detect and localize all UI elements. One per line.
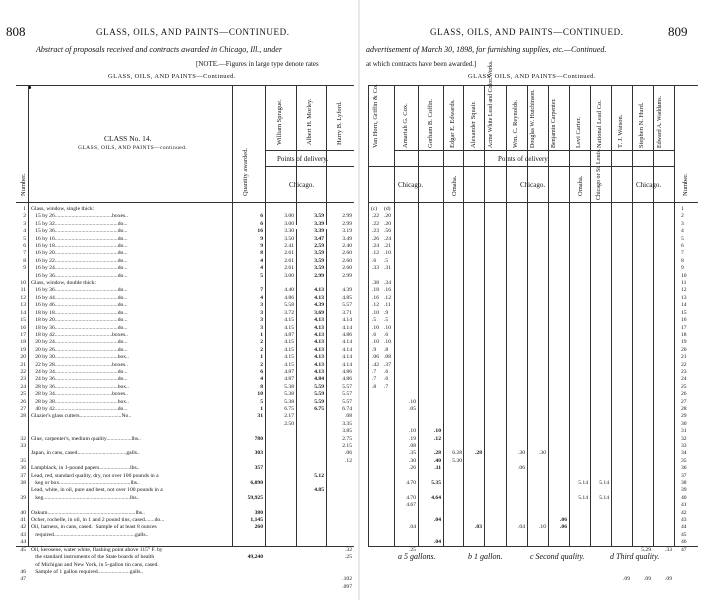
note-large-type: [NOTE.—Figures in large type denote rates [196, 60, 319, 68]
bidder-carter: Levi Carter. [575, 116, 582, 148]
points-rule-right [368, 166, 674, 167]
delivery-chicago-left: Chicago. [289, 181, 315, 189]
footnote-c: c Second quality. [530, 552, 585, 561]
abstract-title: Abstract of proposals received and contracts awarded in Chicago, Ill., under [36, 45, 282, 54]
bidder-name-rule-right [394, 150, 674, 151]
col-rule-r5 [484, 85, 485, 546]
note-continued: at which contracts have been awarded.] [366, 60, 477, 68]
row-numbers-right: 1 2 3 4 5 6 7 8 9 10 11 12 13 14 15 16 17 18 19 20 21 22 23 24 25 26 27 28 29 30 31 32 33 34 35 36 37 38 39 40 41 42 43 44 45 46 47 [681, 206, 687, 553]
footnote-b: b 1 gallon. [468, 552, 503, 561]
running-head-right: GLASS, OILS, AND PAINTS—CONTINUED. [430, 27, 624, 37]
bidder-sprague: William Sprague. [276, 99, 283, 145]
quantity-col-header: Quantity awarded. [242, 147, 249, 196]
bidder-van-horn: Van Horn, Griffin & Co. [372, 84, 379, 148]
col-rule-r1 [394, 85, 395, 546]
row-numbers-left: 1 2 3 4 5 6 7 8 9 10 11 12 13 14 15 16 17 18 19 20 21 22 23 24 25 26 27 28 32 33 35 36 37 38 39 40 41 42 43 44 45 46 47 [20, 206, 26, 583]
delivery-chicago-r1: Chicago. [398, 181, 424, 189]
bidder-acme: Acme White Lead and Color Works. [488, 60, 494, 148]
bidder-hutchinson: Douglas W. Hutchinson. [530, 89, 536, 148]
class-title: CLASS No. 14. [104, 134, 152, 143]
col-rule-r2 [418, 85, 419, 546]
carpenter-prices: .06 .06 [560, 517, 567, 531]
sprague-prices: 3.00 3.00 3.30 3.50 2.41 2.61 2.61 2.61 3.00 4.40 4.86 5.58 3.72 4.15 4.15 4.87 4.15 4.15 4.15 4.15 4.87 4.87 5.38 5.38 5.38 6.75 2.17 2.50 [284, 213, 294, 427]
table-top-rule [16, 85, 354, 86]
van-horn-d-values: .20 .20 .56 .24 .21 .10 .5 .31 .34 .16 .12 .11 .9 .5 .10 .6 .10 .8 .08 .37 .6 .6 .7 [384, 213, 391, 390]
bidder-name-rule [265, 150, 354, 151]
carter-prices: 5.14 5.14 [578, 480, 588, 501]
class-subtitle: GLASS, OILS, AND PAINTS—continued. [78, 145, 188, 151]
bidder-carpenter: Benjamin Carpenter. [551, 98, 557, 148]
delivery-chicago-r2: Chicago. [520, 181, 546, 189]
bidder-edwards: Edgar E. Edwards. [449, 99, 456, 148]
number-col-rule [28, 85, 29, 546]
advertisement-line: advertisement of March 30, 1898, for furnishing supplies, etc.—Continued. [366, 45, 607, 54]
watson-prices: .09 [623, 576, 630, 583]
page-gutter [358, 0, 360, 600]
footnote-a: a 5 gallons. [398, 552, 436, 561]
col-rule-r13 [653, 85, 654, 546]
squair-prices: .28 .03 [475, 450, 482, 531]
delivery-chicago-r3: Chicago. [636, 181, 662, 189]
points-of-delivery-right: Points of delivery. [498, 155, 550, 163]
delivery-chicago-st-louis: Chicago or St. Louis. [596, 148, 602, 200]
right-table-left-edge [368, 85, 369, 546]
col-rule-r10 [590, 85, 591, 546]
col-d-label: (d) [384, 206, 391, 212]
bidder-lyford: Harry B. Lyford. [336, 101, 343, 145]
bidder-national-lead: National Lead Co. [596, 100, 603, 148]
page-number-right: 809 [668, 24, 688, 39]
bidder-reynolds: Wm. C. Reynolds. [512, 99, 519, 148]
item-descriptions: Glass, window, single thick: 15 by 26.........................................boxes.. 15 by 32.............................................do... 15 by 36.............................................do... 16 by 16.............................................do... 16 by 18.............................................do... 16 by 20.............................................do... 16 by 22.............................................do... 16 by 24.............................................do... 16 by 36.............................................do... Glass, window, double thick: 16 by 36.............................................do... 16 by 44.............................................do... 16 by 46.............................................do... 18 by 18.............................................do... 18 by 20.............................................do... 18 by 36.............................................do... 18 by 42.........................................boxes.. 20 by 24.............................................do... 20 by 26.............................................do... 20 by 30.............................................box.. 22 by 28.........................................boxes.. 24 by 34.............................................do... 24 by 36.............................................do... 28 by 36.............................................box.. 28 by 34.........................................boxes.. 28 by 38.............................................box.. 40 by 42.............................................do... Glazier's glass cutters..............................No.. Glue, carpenter's, medium quality..................lbs.. Japan, in cans, cased...................................galls.. Lampblack, in 1-pound papers......................lbs.. Lead, red, standard quality, dry, not over 100 pounds in a keg or box...................................................lbs.. Lead, white, in oil, pure and best, not over 100 pounds in a keg..............................................................lbs.. Oakum...............................................................lbs.. Ocher, rochelle, in oil, in 1 and 2 pound tins, cased.......do... Oil, harness, in cans, cased. Sample of at least 8 ounces required..........................................................galls.. Oil, kerosene, water white, flashing point above 115° F. by the standard instruments of the State boards of health of Michigan and New York, in 5-gallon tin cans, cased. Sample of 1 gallon required.......................galls.. [31, 206, 165, 575]
national-lead-prices: 5.14 5.14 [599, 480, 609, 501]
bidder-hurd: Stephen N. Hurd. [638, 102, 645, 148]
waddams-prices: .33 .09 [665, 546, 672, 583]
bidder-squair: Alexander Squair. [470, 101, 477, 148]
lyford-prices: 2.99 2.99 3.19 3.49 2.40 2.60 2.60 2.60 2.99 4.39 4.85 5.57 3.71 4.14 4.14 4.86 4.14 4.14 4.14 4.14 4.86 4.86 5.57 5.57 5.57 6.74 .08 3.35 3.85 2.75 2.15 .06 .12 .32 .25 .102 .097 [342, 213, 352, 590]
bidder-watson: T. J. Watson. [617, 114, 624, 148]
hurd-prices: 5.29 .09 [641, 546, 651, 583]
coffin-prices: .10 .12 .28 .40 .11 5.35 4.64 .04 .04 [431, 428, 441, 546]
col-rule-r11 [611, 85, 612, 546]
col-rule-r14 [674, 85, 675, 546]
quantity-awarded-col: 6 6 16 9 9 8 4 4 5 7 4 3 3 3 3 1 2 2 1 2 6 4 8 10 5 1 31 780 303 357 6,090 59,925 380 1,145 260 49,240 [247, 213, 263, 561]
morley-prices: 3.59 3.39 3.39 3.47 2.59 3.59 3.59 3.59 2.99 4.13 4.13 4.39 3.69 4.13 4.13 4.13 4.13 4.13 4.13 4.13 4.13 4.84 5.59 5.59 5.59 6.75 5.12 4.85 [314, 213, 324, 494]
number-col-header: Number. [20, 173, 27, 196]
col-c-label: (c) [371, 206, 378, 212]
cox-prices: .10 .05 .10 .19 .08 .35 .30 .26 4.70 4.70 4.67 .04 .25 [406, 398, 416, 553]
number-col-header-right: Number. [682, 173, 689, 196]
footnote-d: d Third quality. [610, 552, 660, 561]
hutchinson-prices: .30 .10 [539, 450, 546, 531]
bidder-morley: Albert H. Morley. [306, 98, 313, 145]
section-head-right: GLASS, OILS, AND PAINTS—Continued. [468, 73, 596, 80]
points-rule [265, 166, 354, 167]
points-of-delivery-left: Points of delivery. [277, 155, 329, 163]
header-bottom-rule [16, 202, 354, 203]
bidder-cox: Amariah G. Cox. [402, 103, 409, 148]
page-number-left: 808 [6, 24, 26, 39]
delivery-omaha-r2: Omaha. [577, 175, 584, 196]
delivery-omaha-r1: Omaha. [451, 175, 458, 196]
running-head-left: GLASS, OILS, AND PAINTS—CONTINUED. [96, 27, 290, 37]
bidder-waddams: Edward A. Waddams. [657, 95, 663, 148]
edwards-prices: 6.28 5.30 [452, 450, 462, 464]
col-rule-r12 [632, 85, 633, 546]
reynolds-prices: .30 .06 .04 [518, 450, 525, 531]
header-bottom-rule-right [368, 202, 698, 203]
section-head-left: GLASS, OILS, AND PAINTS—Continued. [108, 73, 236, 80]
van-horn-c-values: .22 .22 .23 .26 .24 .12 .6 .33 .38 .18 .16 .12 .10 .5 .10 .6 .10 .9 .06 .42 .7 .7 .8 [372, 213, 379, 390]
quantity-col-rule [232, 85, 233, 546]
col-rule-r4 [463, 85, 464, 546]
bidder-coffin: Gorham B. Coffin. [427, 99, 434, 148]
col-rule-r9 [569, 85, 570, 546]
